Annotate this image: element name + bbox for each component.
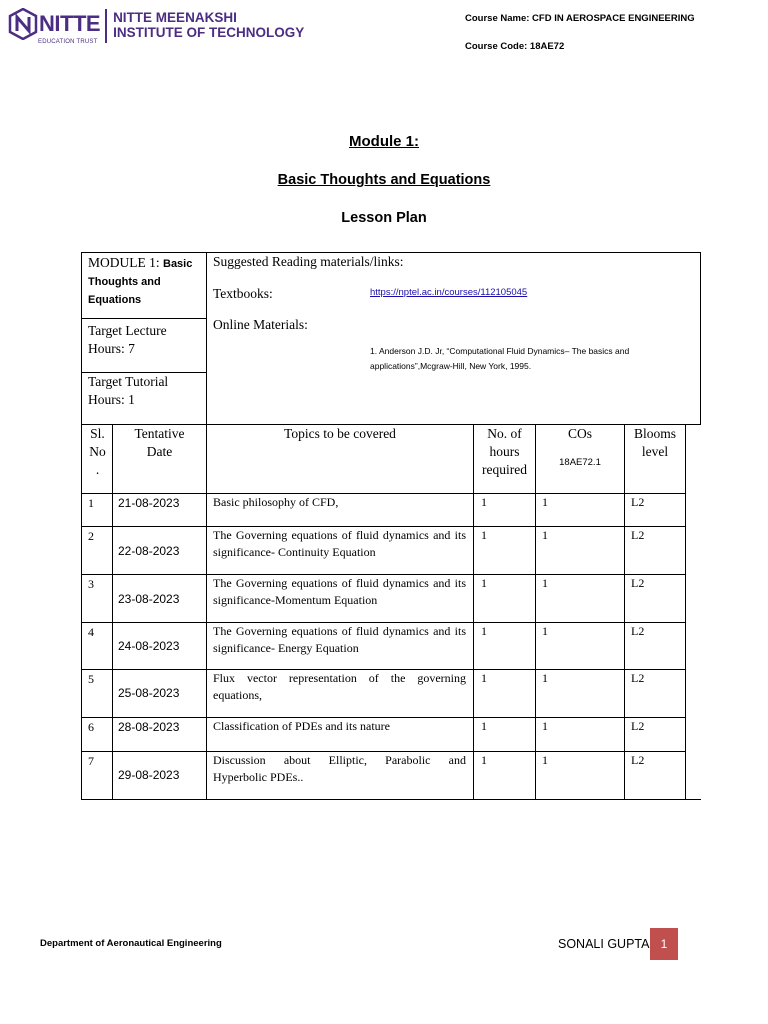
row-3-topic [213, 575, 466, 609]
header-sl-2: No [89, 444, 106, 459]
row-2-hours: 1 [481, 528, 487, 542]
row-1-sl: 1 [88, 496, 94, 510]
nptel-link[interactable]: https://nptel.ac.in/courses/112105045 [370, 287, 528, 298]
row-3-hours: 1 [481, 576, 487, 590]
target-lecture [88, 322, 167, 358]
page-number-badge: 1 [650, 928, 678, 960]
row-6-sl: 6 [88, 720, 94, 734]
logo-divider [105, 9, 107, 43]
row-1-topic-line-1: Basic philosophy of CFD, [213, 495, 339, 509]
logo-subtext: EDUCATION TRUST [38, 39, 98, 45]
row-4-hours: 1 [481, 624, 487, 638]
online-materials-label: Online Materials: [213, 317, 308, 332]
textbooks-label: Textbooks: [213, 286, 273, 301]
nitte-emblem-icon [8, 8, 38, 40]
row-4-co: 1 [542, 624, 548, 638]
logo-wordmark: NITTE [39, 11, 101, 36]
row-7-sl: 7 [88, 754, 94, 768]
row-2-blooms: L2 [631, 528, 645, 542]
header-hours [474, 425, 535, 479]
target-tutorial-label: Target Tutorial [88, 374, 169, 389]
row-4-blooms: L2 [631, 624, 645, 638]
module-prefix: MODULE 1: [88, 255, 163, 270]
row-2-date: 22-08-2023 [118, 544, 180, 558]
row-2-topic-line-2: significance- Continuity Equation [213, 545, 376, 559]
target-tutorial [88, 373, 168, 409]
header-sl-no [82, 425, 113, 479]
module-name-2: Thoughts and [88, 276, 161, 288]
row-4-topic-line-1: The Governing equations of fluid dynamics and its [213, 624, 466, 638]
row-4-topic [213, 623, 466, 657]
row-3-topic-line-1: The Governing equations of fluid dynamics and its [213, 576, 466, 590]
header-sl-3: . [95, 462, 100, 477]
table-border-right-info [700, 252, 701, 424]
row-2-topic [213, 527, 466, 561]
header-date-2: Date [146, 444, 173, 459]
header-blooms [625, 425, 685, 461]
row-6-co: 1 [542, 719, 548, 733]
row-6-date: 28-08-2023 [118, 720, 180, 734]
header-blooms-1: Blooms [633, 426, 676, 441]
course-code: Course Code: 18AE72 [465, 41, 565, 52]
row-7-blooms: L2 [631, 753, 645, 767]
reference-text [370, 344, 629, 374]
row-7-hours: 1 [481, 753, 487, 767]
header-cos: COs [567, 426, 592, 441]
header-co-code: 18AE72.1 [559, 457, 601, 468]
row-5-blooms: L2 [631, 671, 645, 685]
reference-line-1: 1. Anderson J.D. Jr, “Computational Fluid Dynamics– The basics and [370, 346, 630, 356]
col-divider-cos [624, 424, 625, 800]
row-6-blooms: L2 [631, 719, 645, 733]
row-1-hours: 1 [481, 495, 487, 509]
row-1-blooms: L2 [631, 495, 645, 509]
target-lecture-hours: Hours: 7 [88, 341, 135, 356]
footer-author: SONALI GUPTA [558, 937, 650, 951]
institute-line-1: NITTE MEENAKSHI [113, 10, 237, 25]
header-date [113, 425, 206, 461]
course-name: Course Name: CFD IN AEROSPACE ENGINEERING [465, 13, 695, 24]
row-2-topic-line-1: The Governing equations of fluid dynamics and its [213, 528, 466, 542]
row-1-co: 1 [542, 495, 548, 509]
row-5-hours: 1 [481, 671, 487, 685]
topic-title: Basic Thoughts and Equations [277, 172, 491, 188]
institute-line-2: INSTITUTE OF TECHNOLOGY [113, 25, 305, 40]
col-divider-sl [112, 424, 113, 800]
row-1-topic [213, 494, 466, 511]
col-divider-hours [535, 424, 536, 800]
row-5-co: 1 [542, 671, 548, 685]
row-3-co: 1 [542, 576, 548, 590]
module-name-1: Basic [163, 258, 193, 270]
row-5-topic [213, 670, 466, 704]
reference-line-2: applications”,Mcgraw-Hill, New York, 1995. [370, 361, 532, 371]
row-2-sl: 2 [88, 529, 94, 543]
header-hours-1: No. of [487, 426, 522, 441]
target-tutorial-hours: Hours: 1 [88, 392, 135, 407]
header-sl-1: Sl. [90, 426, 105, 441]
row-3-date: 23-08-2023 [118, 592, 180, 606]
nitte-logo [8, 8, 304, 45]
header-date-1: Tentative [134, 426, 185, 441]
row-3-blooms: L2 [631, 576, 645, 590]
row-6-hours: 1 [481, 719, 487, 733]
institute-name [113, 10, 304, 40]
table-border-bottom [81, 799, 701, 800]
row-3-sl: 3 [88, 577, 94, 591]
module-cell [88, 254, 206, 309]
col-divider-blooms [685, 424, 686, 800]
module-title: Module 1: [349, 133, 419, 150]
row-5-date: 25-08-2023 [118, 686, 180, 700]
row-4-date: 24-08-2023 [118, 639, 180, 653]
row-4-topic-line-2: significance- Energy Equation [213, 641, 359, 655]
row-5-topic-line-1: Flux vector representation of the governing [213, 671, 466, 685]
row-6-topic-line-1: Classification of PDEs and its nature [213, 719, 390, 733]
row-4-sl: 4 [88, 625, 94, 639]
col-divider-topics [473, 424, 474, 800]
module-name-3: Equations [88, 294, 142, 306]
row-7-co: 1 [542, 753, 548, 767]
target-lecture-label: Target Lecture [88, 323, 167, 338]
row-7-topic-line-2: Hyperbolic PDEs.. [213, 770, 304, 784]
header-hours-3: required [482, 462, 527, 477]
lesson-plan-title: Lesson Plan [341, 210, 427, 226]
row-3-topic-line-2: significance-Momentum Equation [213, 593, 378, 607]
header-topics: Topics to be covered [284, 426, 396, 441]
header-blooms-2: level [641, 444, 669, 459]
row-5-sl: 5 [88, 672, 94, 686]
row-1-date: 21-08-2023 [118, 496, 180, 510]
info-divider-1 [81, 318, 206, 319]
row-6-topic [213, 718, 466, 735]
row-7-date: 29-08-2023 [118, 768, 180, 782]
row-2-co: 1 [542, 528, 548, 542]
reading-label: Suggested Reading materials/links: [213, 254, 404, 269]
row-7-topic-line-1: Discussion about Elliptic, Parabolic and [213, 753, 466, 767]
row-5-topic-line-2: equations, [213, 688, 262, 702]
row-7-topic [213, 752, 466, 786]
footer-department: Department of Aeronautical Engineering [40, 938, 222, 949]
header-hours-2: hours [489, 444, 520, 459]
